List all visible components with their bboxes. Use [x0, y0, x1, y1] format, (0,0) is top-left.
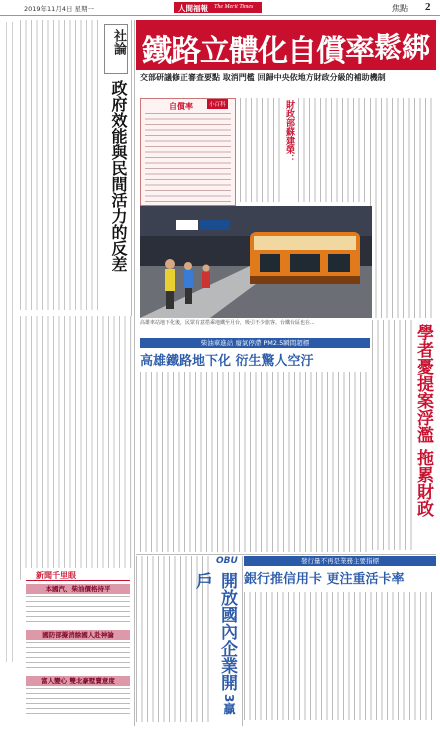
news-item-body [26, 596, 130, 624]
air-pollution-bar: 柴油車進站 廢氣停滯 PM2.5瞬間超標 [140, 338, 370, 348]
scholar-body [372, 320, 412, 550]
left-margin-column [6, 22, 18, 662]
masthead-english: The Merit Times [214, 4, 254, 10]
page-header [0, 0, 440, 16]
sidebar-column-title: 財政部蘇建榮： [284, 100, 294, 163]
news-item [26, 630, 130, 672]
editorial-body-upper [20, 20, 100, 310]
news-item-title: 國防部擬消餘國人赴神論 [26, 630, 130, 640]
divider [134, 20, 135, 726]
editorial-section [20, 20, 132, 580]
news-item [26, 584, 130, 626]
obu-small: 3贏 [222, 694, 236, 715]
obu-label: OBU [216, 556, 238, 566]
air-pollution-headline: 高雄鐵路地下化 衍生驚人空汙 [140, 354, 314, 369]
glossary-box-title: 自償率 [169, 102, 193, 111]
credit-card-headline: 銀行推信用卡 更注重活卡率 [244, 572, 405, 587]
main-headline-banner [136, 20, 436, 70]
scholar-headline: 學者憂提案浮濫 拖累財政 [413, 324, 433, 517]
news-box [22, 568, 132, 720]
editorial-tag [104, 24, 128, 74]
glossary-box-badge: 小百科 [207, 99, 228, 109]
train-photo [140, 206, 372, 318]
obu-section [136, 556, 240, 726]
news-item [26, 676, 130, 718]
main-headline-accent: 鬆綁 [374, 31, 431, 64]
issue-date: 2019年11月4日 星期一 [24, 5, 95, 13]
credit-card-body [244, 592, 436, 720]
glossary-box-body [145, 113, 231, 203]
main-headline: 鐵路立體化自償率 [142, 34, 374, 69]
divider [136, 554, 436, 555]
glossary-box [140, 98, 236, 206]
news-item-title: 富人變心 雙北豪墅賣意度 [26, 676, 130, 686]
train-photo-illustration [140, 206, 372, 318]
news-item-title: 本國汽、柴油價格持平 [26, 584, 130, 594]
page-number: 2 [425, 1, 431, 13]
main-story-column-b [298, 98, 368, 202]
scholar-section [372, 320, 436, 550]
section-name: 焦點 [392, 4, 408, 13]
margin-text [6, 22, 18, 662]
credit-card-bar: 發行量不再是業務主要指標 [244, 556, 436, 566]
obu-headline: 開放國內企業開戶 [192, 572, 237, 691]
air-pollution-body [140, 372, 370, 552]
photo-caption: 高雄車站地下化後，民眾有意搭乘地鐵至月台，吸引不少旅客。台鐵台區也在... [140, 320, 315, 326]
main-story-column-a [240, 98, 280, 202]
editorial-tag-text: 社論 [111, 29, 126, 55]
editorial-title: 政府效能與民間活力的反差 [109, 80, 128, 272]
news-box-rule [26, 580, 130, 581]
main-story-column-c [370, 98, 436, 318]
masthead-block [174, 2, 262, 13]
divider [242, 556, 243, 726]
news-item-body [26, 688, 130, 716]
editorial-body-lower [20, 316, 132, 580]
news-item-body [26, 642, 130, 670]
main-subhead: 交部研議修正審查要點 取消門檻 回歸中央依地方財政分級的補助機制 [140, 73, 386, 82]
news-box-title: 新聞千里眼 [36, 571, 76, 580]
masthead-logo: 人間福報 [178, 4, 208, 13]
